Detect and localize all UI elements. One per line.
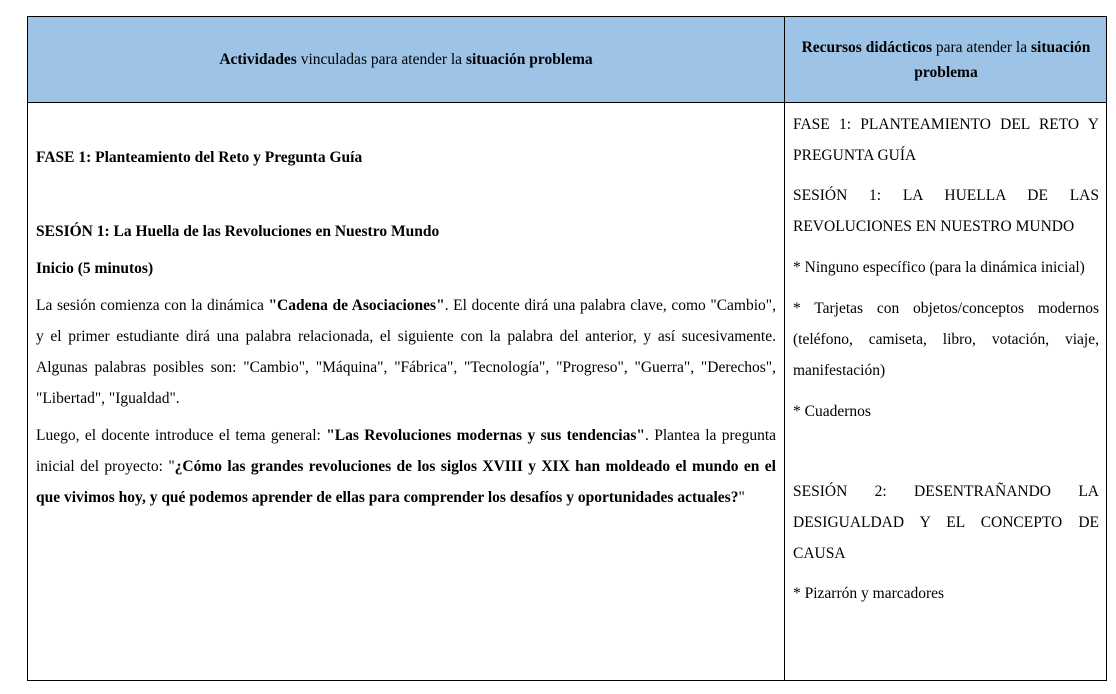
phase-title: FASE 1: Planteamiento del Reto y Pregunta Guía xyxy=(36,149,363,166)
paragraph-question-c: . Plantea la pregunta inicial del proyecto: " xyxy=(36,427,777,475)
paragraph-question-e: " xyxy=(738,489,745,506)
resources-session-1: SESIÓN 1: LA HUELLA DE LAS REVOLUCIONES EN NUESTRO MUNDO xyxy=(793,187,1099,235)
resource-item: * Ninguno específico (para la dinámica inicial) xyxy=(793,259,1085,276)
resource-item: * Pizarrón y marcadores xyxy=(793,585,945,602)
paragraph-dynamics-bold: "Cadena de Asociaciones" xyxy=(268,297,445,314)
resources-session-2: SESIÓN 2: DESENTRAÑANDO LA DESIGUALDAD Y EL CONCEPTO DE CAUSA xyxy=(793,483,1099,562)
paragraph-question xyxy=(36,420,776,513)
resource-item: * Tarjetas con objetos/conceptos modernos (teléfono, camiseta, libro, votación, viaje, manifestación) xyxy=(793,300,1099,379)
activities-resources-table xyxy=(27,16,1107,681)
start-heading: Inicio (5 minutos) xyxy=(36,260,154,277)
header-resources xyxy=(785,17,1107,102)
header-activities xyxy=(28,17,784,102)
header-activities-bold-1: Actividades xyxy=(219,50,297,68)
resources-cell xyxy=(785,103,1107,609)
header-activities-text: vinculadas para atender la xyxy=(296,50,466,68)
header-resources-text: para atender la xyxy=(932,38,1031,56)
paragraph-question-a: Luego, el docente introduce el tema general: xyxy=(36,427,327,444)
table-header xyxy=(28,17,1106,103)
paragraph-dynamics-c: . El docente dirá una palabra clave, como "Cambio", y el primer estudiante dirá una palabra relacionada, el siguiente con la palabra del anterior, y así sucesivamente. Algunas palabras posibles son: "Cambio", "Máquina", "Fábrica", "Tecnología", "Progreso", "Guerra", "Derechos", "Libertad", "Igualdad". xyxy=(36,297,776,407)
header-resources-bold-2: situación problema xyxy=(914,38,1091,81)
paragraph-question-topic: "Las Revoluciones modernas y sus tendencias" xyxy=(326,427,645,444)
paragraph-question-guide: ¿Cómo las grandes revoluciones de los siglos XVIII y XIX han moldeado el mundo en el que vivimos hoy, y qué podemos aprender de ellas para comprender los desafíos y oportunidades actuales? xyxy=(36,458,776,506)
header-resources-bold-1: Recursos didácticos xyxy=(801,38,933,56)
activities-cell xyxy=(28,103,784,513)
paragraph-dynamics-a: La sesión comienza con la dinámica xyxy=(36,297,269,314)
resource-item: * Cuadernos xyxy=(793,403,871,420)
session-title: SESIÓN 1: La Huella de las Revoluciones en Nuestro Mundo xyxy=(36,223,440,240)
paragraph-dynamics xyxy=(36,290,776,414)
resources-phase-title: FASE 1: PLANTEAMIENTO DEL RETO Y PREGUNTA GUÍA xyxy=(793,116,1099,164)
header-activities-bold-2: situación problema xyxy=(465,50,593,68)
